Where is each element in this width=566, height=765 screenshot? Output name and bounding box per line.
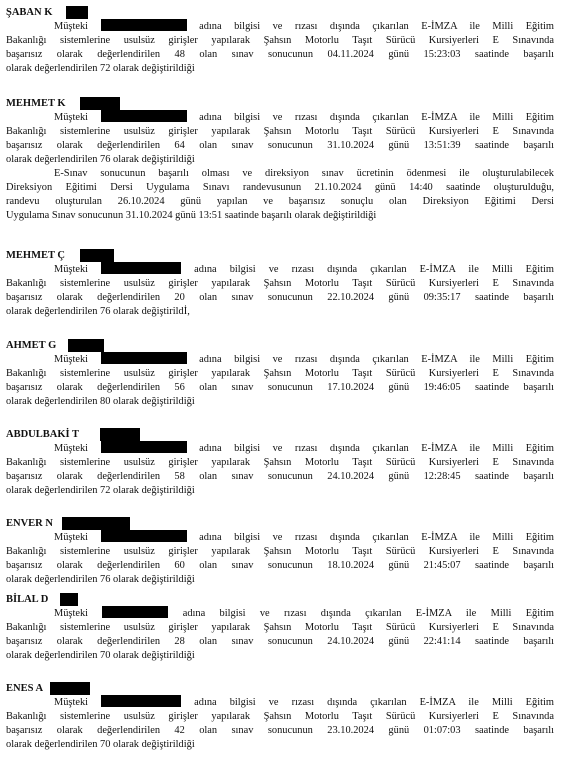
redaction-bar [101, 110, 187, 122]
entry-paragraph [6, 352, 554, 409]
entry-saban [6, 6, 554, 76]
person-name-text: BİLAL D [6, 594, 49, 605]
paragraph-line: Bakanlığı sistemlerine usulsüz girişler yapılarak Şahsın Motorlu Taşıt Sürücü Kursiyerleri E Sınavında [6, 126, 554, 137]
redaction-bar [80, 249, 114, 262]
paragraph-text: adına bilgisi ve rızası dışında çıkarılan E-İMZA ile Milli Eğitim [194, 264, 554, 275]
paragraph-line: randevu oluşturulan 26.10.2024 günü yapılan ve başarısız sonuçlu olan Direksiyon Eğitimi Dersi [6, 196, 554, 207]
paragraph-line: olarak değerlendirilen 70 olarak değiştirildiği [6, 739, 195, 750]
paragraph-line: olarak değerlendirilen 76 olarak değiştirildiği [6, 574, 195, 585]
redaction-bar [100, 428, 140, 441]
person-name [6, 249, 554, 262]
paragraph-text: adına bilgisi ve rızası dışında çıkarılan E-İMZA ile Milli Eğitim [194, 697, 554, 708]
entry-paragraph [6, 441, 554, 498]
redaction-bar [101, 695, 181, 707]
entry-paragraph [6, 695, 554, 752]
entry-paragraph [6, 606, 554, 663]
person-name-text: ŞABAN K [6, 7, 53, 18]
person-name-text: AHMET G [6, 340, 57, 351]
paragraph-text: adına bilgisi ve rızası dışında çıkarılan E-İMZA ile Milli Eğitim [182, 608, 554, 619]
paragraph-line: başarısız olarak değerlendirilen 20 olan sınav sonucunun 22.10.2024 günü 09:35:17 saatinde başarılı [6, 292, 554, 303]
redaction-bar [101, 19, 187, 31]
person-name [6, 593, 554, 606]
redaction-bar [60, 593, 78, 606]
plaintiff-label: Müşteki [54, 112, 89, 123]
paragraph-line: Bakanlığı sistemlerine usulsüz girişler yapılarak Şahsın Motorlu Taşıt Sürücü Kursiyerleri E Sınavında [6, 622, 554, 633]
person-name [6, 517, 554, 530]
plaintiff-label: Müşteki [54, 264, 89, 275]
redaction-bar [101, 352, 187, 364]
paragraph-line: Bakanlığı sistemlerine usulsüz girişler yapılarak Şahsın Motorlu Taşıt Sürücü Kursiyerleri E Sınavında [6, 278, 554, 289]
plaintiff-label: Müşteki [54, 21, 89, 32]
person-name-text: ABDULBAKİ T [6, 429, 80, 440]
paragraph-line: olarak değerlendirilen 80 olarak değiştirildiği [6, 396, 195, 407]
plaintiff-label: Müşteki [54, 608, 89, 619]
paragraph-text: E-Sınav sonucunun başarılı olması ve direksiyon sınav ücretinin ödenmesi ile oluşturulabilecek [54, 168, 554, 179]
entry-paragraph [6, 262, 554, 319]
paragraph-line: başarısız olarak değerlendirilen 56 olan sınav sonucunun 17.10.2024 günü 19:46:05 saatinde başarılı [6, 382, 554, 393]
redaction-bar [62, 517, 130, 530]
entry-enver [6, 517, 554, 587]
plaintiff-label: Müşteki [54, 532, 89, 543]
paragraph-line: Bakanlığı sistemlerine usulsüz girişler yapılarak Şahsın Motorlu Taşıt Sürücü Kursiyerleri E Sınavında [6, 368, 554, 379]
person-name [6, 682, 554, 695]
paragraph-line: başarısız olarak değerlendirilen 64 olan sınav sonucunun 31.10.2024 günü 13:51:39 saatinde başarılı [6, 140, 554, 151]
paragraph-line: Direksiyon Eğitimi Dersi Uygulama Sınavı randevusunun 21.10.2024 günü 14:40 saatinde oluşturulduğu, [6, 182, 554, 193]
paragraph-line: başarısız olarak değerlendirilen 58 olan sınav sonucunun 24.10.2024 günü 12:28:45 saatinde başarılı [6, 471, 554, 482]
paragraph-line: olarak değerlendirilen 76 olarak değiştirildİ, [6, 306, 190, 317]
person-name-text: ENES A [6, 683, 44, 694]
person-name-text: MEHMET K [6, 98, 66, 109]
paragraph-text: adına bilgisi ve rızası dışında çıkarılan E-İMZA ile Milli Eğitim [199, 354, 554, 365]
redaction-bar [102, 606, 168, 618]
paragraph-line: olarak değerlendirilen 72 olarak değiştirildiği [6, 63, 195, 74]
paragraph-line: başarısız olarak değerlendirilen 60 olan sınav sonucunun 18.10.2024 günü 21:45:07 saatinde başarılı [6, 560, 554, 571]
person-name [6, 428, 554, 441]
person-name [6, 97, 554, 110]
paragraph-text: adına bilgisi ve rızası dışında çıkarılan E-İMZA ile Milli Eğitim [199, 443, 554, 454]
redaction-bar [66, 6, 88, 19]
plaintiff-label: Müşteki [54, 697, 89, 708]
person-name-text: MEHMET Ç [6, 250, 66, 261]
paragraph-line: Bakanlığı sistemlerine usulsüz girişler yapılarak Şahsın Motorlu Taşıt Sürücü Kursiyerleri E Sınavında [6, 546, 554, 557]
entry-mehmet-c [6, 249, 554, 319]
entry-paragraph [6, 19, 554, 76]
entry-paragraph [6, 110, 554, 223]
entry-ahmet [6, 339, 554, 409]
entry-paragraph [6, 530, 554, 587]
plaintiff-label: Müşteki [54, 354, 89, 365]
person-name [6, 339, 554, 352]
redaction-bar [101, 530, 187, 542]
paragraph-line: başarısız olarak değerlendirilen 42 olan sınav sonucunun 23.10.2024 günü 01:07:03 saatinde başarılı [6, 725, 554, 736]
paragraph-line: Uygulama Sınav sonucunun 31.10.2024 günü 13:51 saatinde başarılı olarak değiştirildiği [6, 210, 377, 221]
entry-bilal [6, 593, 554, 663]
paragraph-line: olarak değerlendirilen 72 olarak değiştirildiği [6, 485, 195, 496]
paragraph-text: adına bilgisi ve rızası dışında çıkarılan E-İMZA ile Milli Eğitim [199, 112, 554, 123]
redaction-bar [68, 339, 104, 352]
redaction-bar [101, 441, 187, 453]
redaction-bar [101, 262, 181, 274]
paragraph-line: Bakanlığı sistemlerine usulsüz girişler yapılarak Şahsın Motorlu Taşıt Sürücü Kursiyerleri E Sınavında [6, 711, 554, 722]
paragraph-line: Bakanlığı sistemlerine usulsüz girişler yapılarak Şahsın Motorlu Taşıt Sürücü Kursiyerleri E Sınavında [6, 35, 554, 46]
entry-enes [6, 682, 554, 752]
paragraph-line: olarak değerlendirilen 76 olarak değiştirildiği [6, 154, 195, 165]
paragraph-line: Bakanlığı sistemlerine usulsüz girişler yapılarak Şahsın Motorlu Taşıt Sürücü Kursiyerleri E Sınavında [6, 457, 554, 468]
plaintiff-label: Müşteki [54, 443, 89, 454]
paragraph-line: olarak değerlendirilen 70 olarak değiştirildiği [6, 650, 195, 661]
entry-mehmet-k [6, 97, 554, 223]
entry-abdulbaki [6, 428, 554, 498]
person-name [6, 6, 554, 19]
person-name-text: ENVER N [6, 518, 53, 529]
paragraph-line: başarısız olarak değerlendirilen 48 olan sınav sonucunun 04.11.2024 günü 15:23:03 saatinde başarılı [6, 49, 554, 60]
paragraph-line: başarısız olarak değerlendirilen 28 olan sınav sonucunun 24.10.2024 günü 22:41:14 saatinde başarılı [6, 636, 554, 647]
redaction-bar [80, 97, 120, 110]
paragraph-text: adına bilgisi ve rızası dışında çıkarılan E-İMZA ile Milli Eğitim [199, 532, 554, 543]
redaction-bar [50, 682, 90, 695]
paragraph-text: adına bilgisi ve rızası dışında çıkarılan E-İMZA ile Milli Eğitim [199, 21, 554, 32]
